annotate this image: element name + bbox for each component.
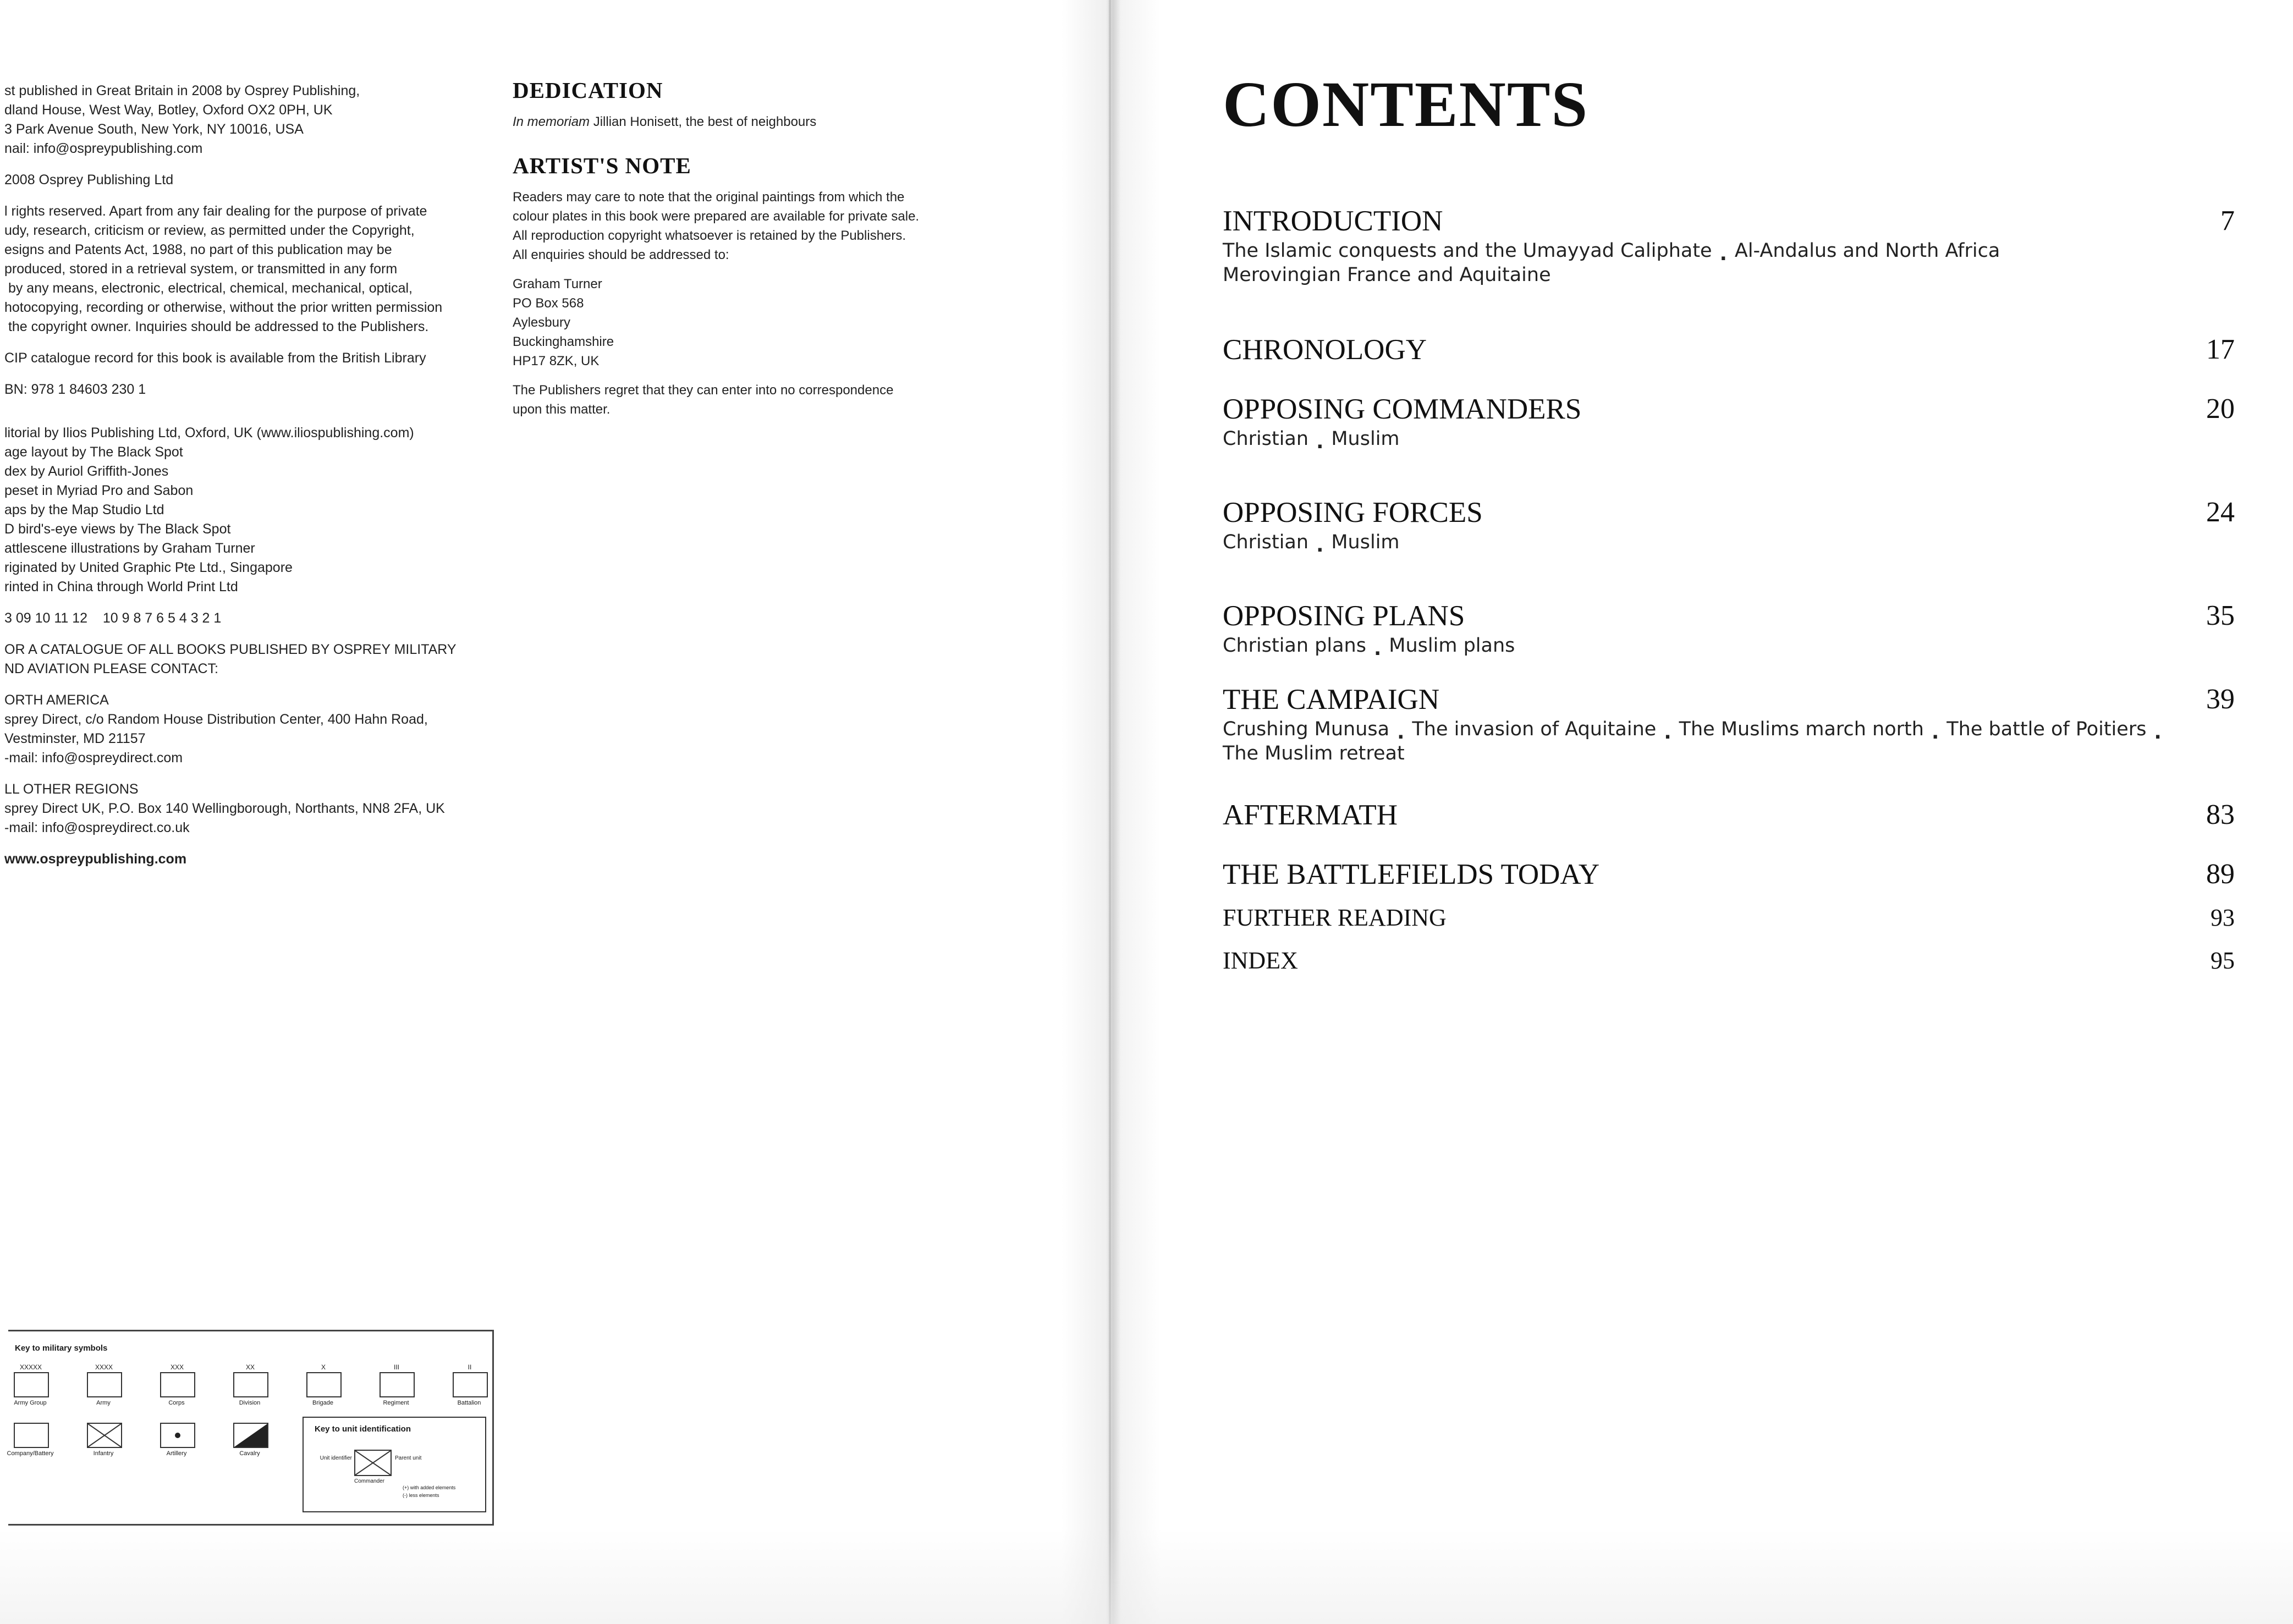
unit-symbol-box-icon [380,1372,415,1397]
unit-symbol-box-icon [160,1372,195,1397]
symbol-label: Artillery [166,1450,187,1457]
toc-page-number: 39 [2206,684,2235,715]
imprint-line: sprey Direct, c/o Random House Distribution Center, 400 Hahn Road, [4,712,428,727]
commander-label: Commander [354,1478,385,1484]
dedication-column [513,77,975,419]
unit-symbol-box-icon [306,1372,342,1397]
infantry-symbol-icon [87,1423,122,1448]
imprint-line: rinted in China through World Print Ltd [4,579,238,594]
less-elements-label: (-) less elements [403,1493,439,1498]
symbol-echelon-mark: XXX [170,1363,184,1371]
imprint-line: age layout by The Black Spot [4,444,183,460]
imprint-line: -mail: info@ospreydirect.com [4,750,183,766]
imprint-line: BN: 978 1 84603 230 1 [4,382,146,397]
artists-note-address: Graham Turner PO Box 568 Aylesbury Buckinghamshire HP17 8ZK, UK [513,277,614,368]
toc-entry[interactable] [1223,203,2235,287]
unit-identification-symbol [354,1450,392,1476]
imprint-line: ORTH AMERICA [4,692,109,708]
unit-identification-key [303,1417,486,1512]
imprint-line: sprey Direct UK, P.O. Box 140 Wellingborough, Northants, NN8 2FA, UK [4,801,445,816]
unit-identification-title: Key to unit identification [315,1424,411,1434]
toc-entry[interactable] [1223,332,2235,367]
imprint-spacer [4,337,488,349]
symbol-label: Corps [168,1400,185,1406]
toc-subtopic: Christian plans [1223,635,1366,657]
toc-subtopic: Merovingian France and Aquitaine [1223,264,1551,286]
toc-page-number: 95 [2210,947,2235,974]
unit-symbol-box-icon [453,1372,488,1397]
symbol-label: Infantry [93,1450,114,1457]
toc-subtopic: Al-Andalus and North Africa [1734,240,2000,262]
imprint-line: CIP catalogue record for this book is available from the British Library [4,350,426,366]
imprint-spacer [4,597,488,609]
bullet-separator: . [1931,722,1939,744]
dedication-body: Jillian Honisett, the best of neighbours [590,114,817,129]
unit-identifier-label: Unit identifier [320,1455,352,1461]
imprint-line: 2008 Osprey Publishing Ltd [4,172,174,188]
imprint-line: esigns and Patents Act, 1988, no part of this publication may be [4,242,392,257]
plain-symbol-icon [14,1423,49,1448]
toc-subtopics [1223,634,2235,658]
imprint-line: OR A CATALOGUE OF ALL BOOKS PUBLISHED BY OSPREY MILITARY [4,642,457,657]
toc-subtopic: Christian [1223,531,1309,553]
contents-title: CONTENTS [1223,68,1589,140]
toc-page-number: 7 [2220,205,2235,236]
cavalry-symbol-icon [233,1423,268,1448]
imprint-line: udy, research, criticism or review, as permitted under the Copyright, [4,223,415,238]
toc-subtopic: Muslim [1331,428,1400,450]
parent-unit-label: Parent unit [395,1455,422,1461]
imprint-line: riginated by United Graphic Pte Ltd., Singapore [4,560,293,575]
toc-subtopics [1223,741,2235,766]
toc-heading: AFTERMATH [1223,799,1398,831]
symbol-echelon-mark: III [393,1363,399,1371]
symbol-echelon-mark: XXXX [95,1363,113,1371]
unit-symbol-box-icon [14,1372,49,1397]
bullet-separator: . [2154,722,2162,744]
imprint-line: ND AVIATION PLEASE CONTACT: [4,661,218,676]
symbol-label: Company/Battery [7,1450,54,1457]
imprint-line: produced, stored in a retrieval system, or transmitted in any form [4,261,398,277]
bullet-separator: . [1664,722,1671,744]
symbol-label: Division [239,1400,261,1406]
symbol-label: Army [96,1400,111,1406]
bullet-separator: . [1316,431,1324,453]
imprint-spacer [4,628,488,640]
toc-subtopic: Crushing Munusa [1223,718,1390,740]
dedication-heading: DEDICATION [513,78,663,103]
toc-subtopic: The Muslims march north [1679,718,1924,740]
toc-subtopic: Christian [1223,428,1309,450]
imprint-line: dland House, West Way, Botley, Oxford OX2 0PH, UK [4,102,333,118]
symbol-label: Battalion [457,1400,481,1406]
artists-note-closing: The Publishers regret that they can enter into no correspondence upon this matter. [513,383,894,417]
imprint-copyright-text [4,81,488,869]
imprint-line: hotocopying, recording or otherwise, without the prior written permission [4,300,443,315]
imprint-spacer [4,679,488,691]
imprint-line: peset in Myriad Pro and Sabon [4,483,194,498]
imprint-spacer [4,190,488,202]
toc-heading: OPPOSING PLANS [1223,600,1465,632]
toc-entry[interactable] [1223,682,2235,766]
imprint-spacer [4,368,488,380]
toc-subtopics [1223,717,2235,744]
symbol-label: Cavalry [239,1450,260,1457]
symbol-echelon-mark: XXXXX [19,1363,42,1371]
imprint-line: the copyright owner. Inquiries should be addressed to the Publishers. [4,319,429,334]
symbol-echelon-mark: XX [245,1363,255,1371]
dedication-italic: In memoriam [513,114,590,129]
toc-page-number: 35 [2206,600,2235,631]
toc-entry[interactable] [1223,946,2235,976]
with-added-elements-label: (+) with added elements [403,1485,456,1490]
imprint-spacer [4,158,488,170]
symbol-echelon-mark: X [321,1363,326,1371]
toc-page-number: 20 [2206,393,2235,425]
imprint-spacer [4,838,488,850]
bullet-separator: . [1719,243,1727,265]
toc-subtopic: The battle of Poitiers [1946,718,2147,740]
toc-page-number: 24 [2206,497,2235,528]
toc-heading: INTRODUCTION [1223,205,1443,237]
imprint-spacer [4,411,488,423]
imprint-line: www.ospreypublishing.com [4,851,187,867]
toc-entry[interactable] [1223,392,2235,451]
toc-subtopic: The invasion of Aquitaine [1412,718,1657,740]
toc-heading: THE CAMPAIGN [1223,684,1440,715]
imprint-line: nail: info@ospreypublishing.com [4,141,203,156]
toc-entry[interactable] [1223,903,2235,933]
book-gutter-shadow [1062,0,1161,1624]
imprint-line: 3 09 10 11 12 10 9 8 7 6 5 4 3 2 1 [4,610,222,626]
toc-heading: CHRONOLOGY [1223,334,1427,366]
toc-entry[interactable] [1223,857,2235,892]
imprint-line: aps by the Map Studio Ltd [4,502,164,518]
unit-symbol-box-icon [233,1372,268,1397]
toc-entry[interactable] [1223,598,2235,658]
toc-subtopics [1223,427,2235,451]
toc-subtopics [1223,530,2235,557]
imprint-line: st published in Great Britain in 2008 by Osprey Publishing, [4,83,360,98]
toc-subtopics [1223,263,2235,287]
imprint-spacer [4,399,488,411]
symbol-label: Brigade [312,1400,333,1406]
imprint-line: attlescene illustrations by Graham Turner [4,541,255,556]
imprint-line: l rights reserved. Apart from any fair dealing for the purpose of private [4,203,427,219]
infantry-cross-icon [355,1451,391,1475]
dedication-text [513,112,975,131]
toc-entry[interactable] [1223,495,2235,557]
imprint-line: 3 Park Avenue South, New York, NY 10016, USA [4,122,304,137]
imprint-line: litorial by Ilios Publishing Ltd, Oxford, UK (www.iliospublishing.com) [4,425,414,441]
artillery-symbol-icon [160,1423,195,1448]
toc-page-number: 17 [2206,334,2235,365]
military-symbols-key [8,1330,494,1526]
symbol-label: Army Group [14,1400,47,1406]
toc-entry[interactable] [1223,797,2235,833]
toc-heading: THE BATTLEFIELDS TODAY [1223,858,1600,890]
toc-subtopic: Muslim [1331,531,1400,553]
imprint-line: D bird's-eye views by The Black Spot [4,521,231,537]
toc-subtopics [1223,239,2235,263]
imprint-line: Vestminster, MD 21157 [4,731,146,746]
bullet-separator: . [1397,722,1405,744]
bullet-separator: . [1316,535,1324,557]
toc-page-number: 93 [2210,904,2235,931]
toc-page-number: 83 [2206,799,2235,830]
artists-note-paragraph: Readers may care to note that the original paintings from which the colour plates in this book were prepared are available for private sale. All reproduction copyright whatsoever is retained by the Publishers. All enquiries should be addressed to: [513,190,920,262]
toc-subtopic: The Muslim retreat [1223,742,1405,764]
toc-page-number: 89 [2206,858,2235,890]
page-bottom-shade [0,1529,2293,1624]
imprint-line: -mail: info@ospreydirect.co.uk [4,820,190,835]
imprint-line: by any means, electronic, electrical, chemical, mechanical, optical, [4,280,413,296]
symbol-label: Regiment [383,1400,409,1406]
toc-heading: OPPOSING FORCES [1223,497,1483,529]
imprint-line: LL OTHER REGIONS [4,781,139,797]
bullet-separator: . [1373,638,1382,660]
unit-symbol-box-icon [87,1372,122,1397]
toc-heading: OPPOSING COMMANDERS [1223,393,1582,425]
symbol-echelon-mark: II [468,1363,472,1371]
artists-note-heading: ARTIST'S NOTE [513,153,691,178]
imprint-spacer [4,768,488,780]
toc-heading: FURTHER READING [1223,904,1447,931]
military-key-title: Key to military symbols [15,1344,108,1353]
imprint-line: dex by Auriol Griffith-Jones [4,464,169,479]
toc-subtopic: Muslim plans [1389,635,1515,657]
toc-subtopic: The Islamic conquests and the Umayyad Caliphate [1223,240,1712,262]
toc-heading: INDEX [1223,947,1298,974]
book-gutter-line [1109,0,1111,1624]
